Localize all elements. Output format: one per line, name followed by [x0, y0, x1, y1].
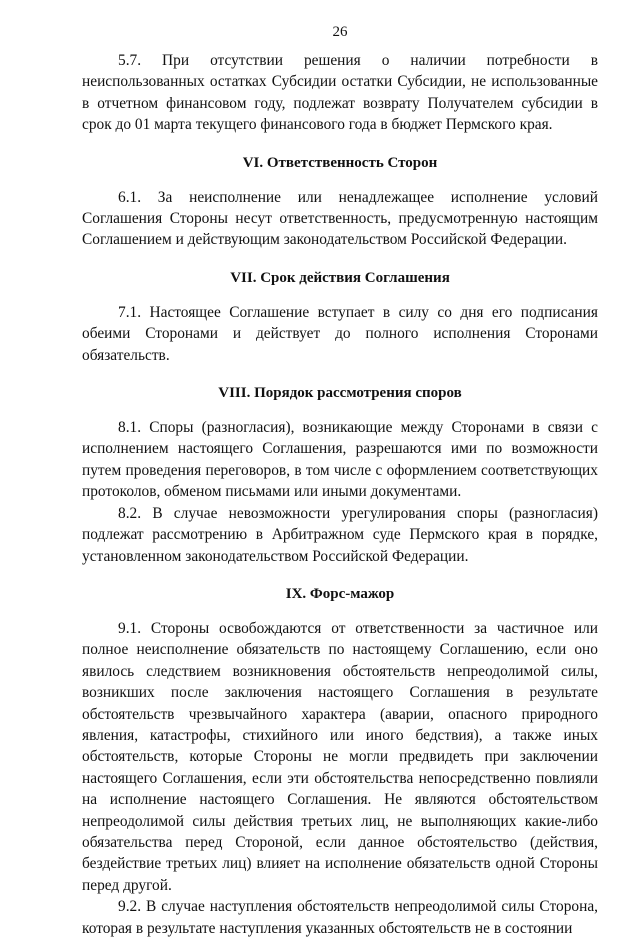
paragraph-9-1: 9.1. Стороны освобождаются от ответственности за частичное или полное неисполнение обязательств по настоящему Соглашению, если оно явилось следствием возникновения обстоятельств непреодолимой силы, возникших после заключения настоящего Соглашения в результате обстоятельств чрезвычайного характера (аварии, опасного природного явления, катастрофы, стихийного или иного бедствия), а также иных обстоятельств, которые Стороны не могли предвидеть при заключении настоящего Соглашения, если эти обстоятельства непосредственно повлияли на исполнение настоящего Соглашения. Не являются обстоятельством непреодолимой силы действия третьих лиц, не выполняющих какие-либо обязательства перед Стороной, если данное обстоятельство (действия, бездействие третьих лиц) влияет на исполнение обязательств одной Стороны перед другой. [82, 619, 598, 894]
page-number: 26 [332, 24, 348, 40]
section-heading-6: VI. Ответственность Сторон [242, 154, 438, 171]
paragraph-6-1: 6.1. За неисполнение или ненадлежащее исполнение условий Соглашения Стороны несут ответственность, предусмотренную настоящим Соглашением и действующим законодательством Российской Федерации. [82, 188, 598, 249]
section-heading-8: VIII. Порядок рассмотрения споров [218, 385, 462, 402]
paragraph-8-2: 8.2. В случае невозможности урегулирования споры (разногласия) подлежат рассмотрению в Арбитражном суде Пермского края в порядке, установленном законодательством Российской Федерации. [82, 504, 598, 565]
paragraph-8-1: 8.1. Споры (разногласия), возникающие между Сторонами в связи с исполнением настоящего Соглашения, разрешаются ими по возможности путем проведения переговоров, в том числе с оформлением соответствующих протоколов, обменом письмами или иными документами. [82, 419, 598, 501]
section-heading-7: VII. Срок действия Соглашения [230, 269, 450, 286]
document-body [82, 50, 598, 939]
paragraph-5-7: 5.7. При отсутствии решения о наличии потребности в неиспользованных остатках Субсидии остатки Субсидии, не использованные в отчетном финансовом году, подлежат возврату Получателем субсидии в срок до 01 марта текущего финансового года в бюджет Пермского края. [82, 52, 598, 134]
paragraph-7-1: 7.1. Настоящее Соглашение вступает в силу со дня его подписания обеими Сторонами и действует до полного исполнения Сторонами обязательств. [82, 303, 598, 364]
paragraph-9-2: 9.2. В случае наступления обстоятельств непреодолимой силы Сторона, которая в результате наступления указанных обстоятельств не в состоянии [82, 898, 598, 937]
section-heading-9: IX. Форс-мажор [285, 585, 395, 602]
